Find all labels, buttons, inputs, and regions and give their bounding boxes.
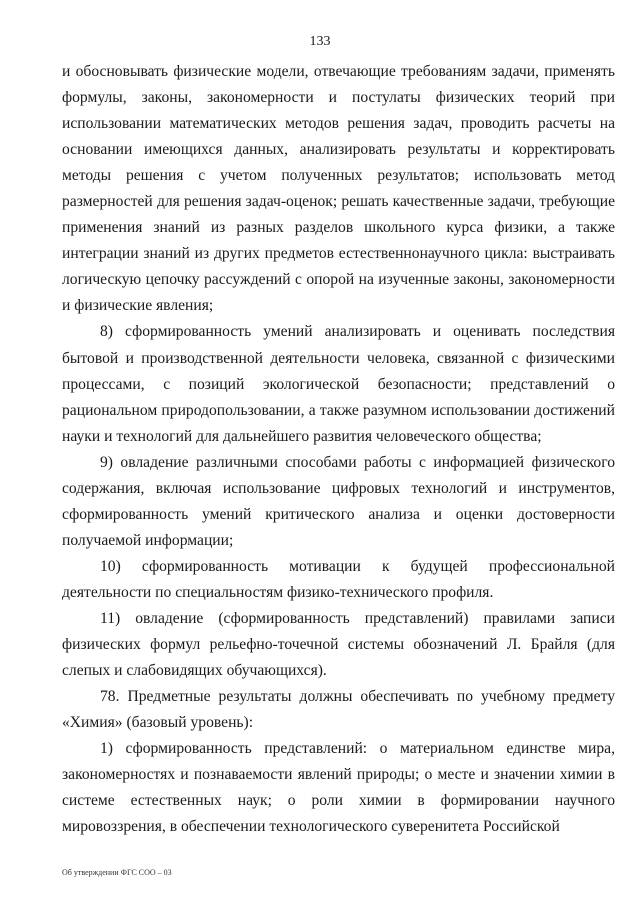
paragraph-continuation: и обосновывать физические модели, отвечающие требованиям задачи, применять формулы, законы, закономерности и постулаты физических теорий при использовании математических методов решения задач, проводить расчеты на основании имеющихся данных, анализировать результаты и корректировать методы решения с учетом полученных результатов; использовать метод размерностей для решения задач-оценок; решать качественные задачи, требующие применения знаний из разных разделов школьного курса физики, а также интеграции знаний из других предметов естественнонаучного цикла: выстраивать логическую цепочку рассуждений с опорой на изученные законы, закономерности и физические явления; bbox=[62, 63, 615, 315]
footer-note: Об утверждении ФГС СОО – 03 bbox=[62, 868, 172, 877]
page-number: 133 bbox=[309, 34, 331, 49]
paragraph-item-8: 8) сформированность умений анализировать и оценивать последствия бытовой и производственной деятельности человека, связанной с физическими процессами, с позиций экологической безопасности; представлений о рациональном природопользовании, а также разумном использовании достижений науки и технологий для дальнейшего развития человеческого общества; bbox=[62, 323, 615, 445]
paragraph-item-10: 10) сформированность мотивации к будущей профессиональной деятельности по специальностям физико-технического профиля. bbox=[62, 557, 615, 601]
paragraph-section-78: 78. Предметные результаты должны обеспечивать по учебному предмету «Химия» (базовый уровень): bbox=[62, 688, 615, 732]
paragraph-item-9: 9) овладение различными способами работы с информацией физического содержания, включая использование цифровых технологий и инструментов, сформированность умений критического анализа и оценки достоверности получаемой информации; bbox=[62, 453, 615, 549]
paragraph-chemistry-item-1: 1) сформированность представлений: о материальном единстве мира, закономерностях и познаваемости явлений природы; о месте и значении химии в системе естественных наук; о роли химии в формировании научного мировоззрения, в обеспечении технологического суверенитета Российской bbox=[62, 740, 615, 836]
document-body bbox=[62, 59, 615, 840]
paragraph-item-11: 11) овладение (сформированность представлений) правилами записи физических формул рельефно-точечной системы обозначений Л. Брайля (для слепых и слабовидящих обучающихся). bbox=[62, 609, 615, 680]
